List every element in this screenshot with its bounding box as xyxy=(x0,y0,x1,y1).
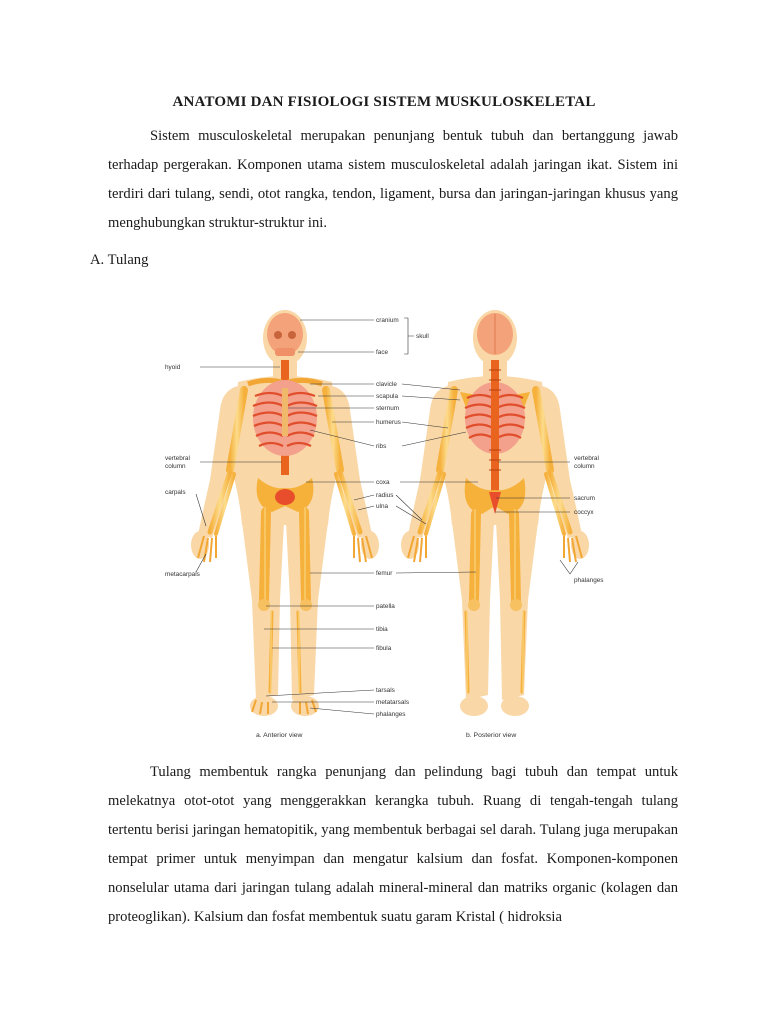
label-coccyx: coccyx xyxy=(574,509,594,516)
skeleton-diagram xyxy=(160,300,620,750)
label-metatarsals: metatarsals xyxy=(376,699,410,706)
label-clavicle: clavicle xyxy=(376,381,397,388)
label-hyoid: hyoid xyxy=(165,364,181,371)
label-femur: femur xyxy=(376,570,393,577)
label-fibula: fibula xyxy=(376,645,392,652)
label-sternum: sternum xyxy=(376,405,400,412)
label-ribs: ribs xyxy=(376,443,387,450)
label-vertebral-right: vertebral xyxy=(574,455,599,462)
label-metacarpals: metacarpals xyxy=(165,571,200,578)
label-humerus: humerus xyxy=(376,419,401,426)
caption-posterior: b. Posterior view xyxy=(466,732,517,739)
page-title: ANATOMI DAN FISIOLOGI SISTEM MUSKULOSKELETAL xyxy=(172,94,596,110)
section-heading-tulang: A. Tulang xyxy=(90,252,149,268)
anterior-skeleton xyxy=(191,310,379,716)
posterior-skeleton xyxy=(401,310,589,716)
label-tarsals: tarsals xyxy=(376,687,395,694)
label-ulna: ulna xyxy=(376,503,389,510)
label-vertebral-left: vertebral xyxy=(165,455,190,462)
label-patella: patella xyxy=(376,603,395,610)
label-scapula: scapula xyxy=(376,393,399,400)
label-phalanges-foot: phalanges xyxy=(376,711,406,718)
label-phalanges-hand: phalanges xyxy=(574,577,604,584)
label-coxa: coxa xyxy=(376,479,390,486)
label-column-right: column xyxy=(574,463,595,470)
label-carpals: carpals xyxy=(165,489,186,496)
caption-anterior: a. Anterior view xyxy=(256,732,303,739)
label-skull: skull xyxy=(416,333,429,340)
label-face: face xyxy=(376,349,389,356)
body-paragraph: Tulang membentuk rangka penunjang dan pelindung bagi tubuh dan tempat untuk melekatnya otot-otot yang menggerakkan kerangka tubuh. Ruang di tengah-tengah tulang tertentu berisi jaringan hematopitik, yang membentuk berbagai sel darah. Tulang juga merupakan tempat primer untuk menyimpan dan mengatur kalsium dan fosfat. Komponen-komponen nonselular utama dari jaringan tulang adalah mineral-mineral dan matriks organic (kolagen dan proteoglikan). Kalsium dan fosfat membentuk suatu garam Kristal ( hidroksia xyxy=(108,764,678,925)
skeleton-figure xyxy=(160,300,620,750)
label-sacrum: sacrum xyxy=(574,495,595,502)
label-tibia: tibia xyxy=(376,626,388,633)
label-column-left: column xyxy=(165,463,186,470)
label-radius: radius xyxy=(376,492,394,499)
label-cranium: cranium xyxy=(376,317,399,324)
intro-paragraph: Sistem musculoskeletal merupakan penunjang bentuk tubuh dan bertanggung jawab terhadap pergerakan. Komponen utama sistem musculoskeletal adalah jaringan ikat. Sistem ini terdiri dari tulang, sendi, otot rangka, tendon, ligament, bursa dan jaringan-jaringan khusus yang menghubungkan struktur-struktur ini. xyxy=(108,128,678,231)
